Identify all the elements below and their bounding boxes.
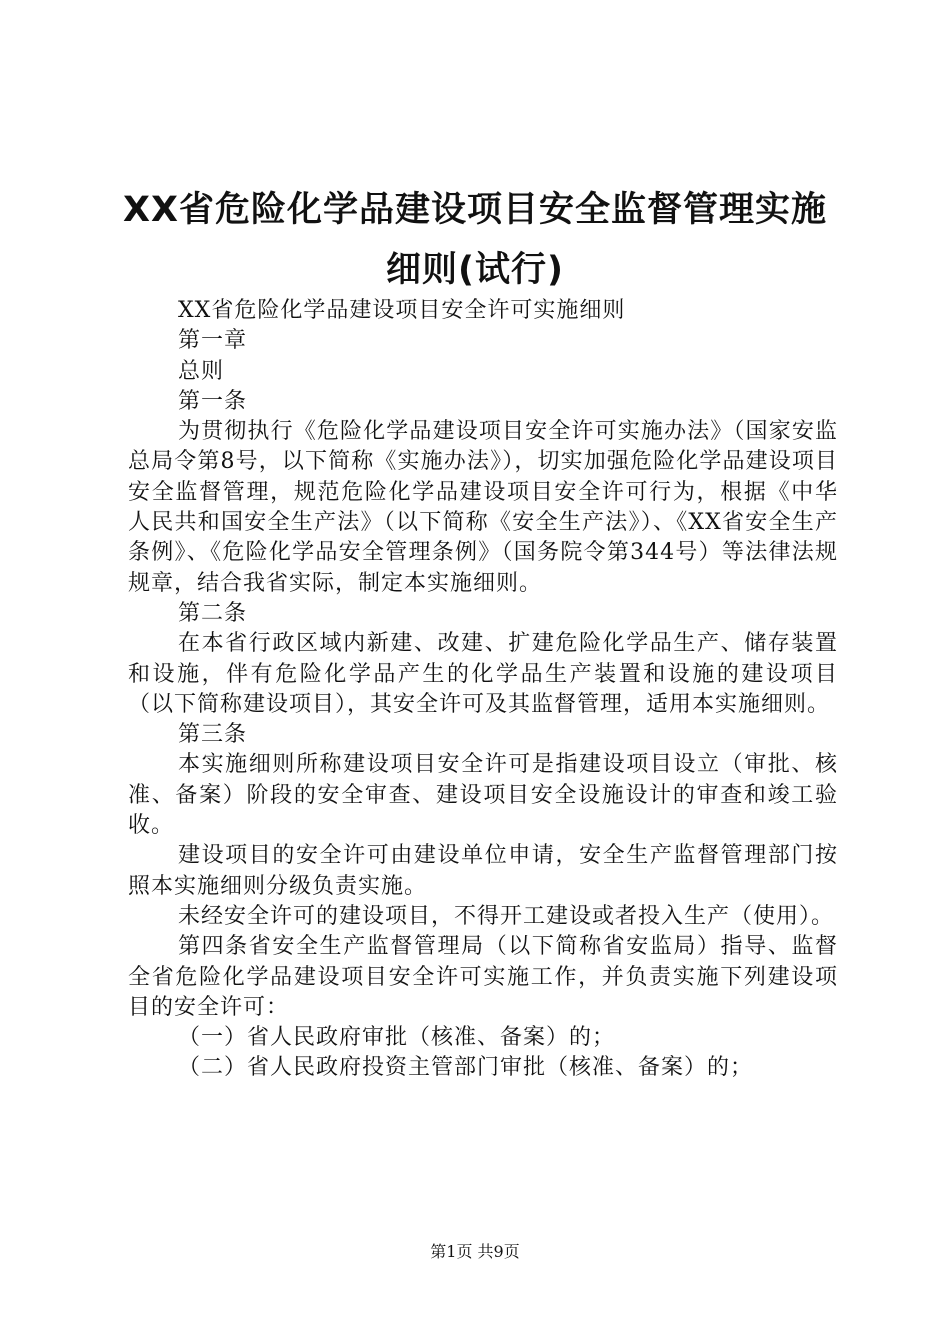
- subtitle: XX省危险化学品建设项目安全许可实施细则: [178, 298, 626, 323]
- article-3-text: 本实施细则所称建设项目安全许可是指建设项目设立（审批、核准、备案）阶段的安全审查、建设项目安全设施设计的审查和竣工验收。: [128, 752, 838, 839]
- article-1-heading: 第一条: [178, 388, 248, 414]
- document-title-line-2: 细则(试行): [386, 250, 564, 290]
- page-footer: 第1页 共9页: [430, 1242, 520, 1261]
- chapter-name: 总则: [178, 358, 225, 384]
- chapter-heading: 第一章: [178, 328, 248, 354]
- article-3-paragraph-2: 建设项目的安全许可由建设单位申请，安全生产监督管理部门按照本实施细则分级负责实施。: [128, 843, 838, 899]
- list-item-1: （一）省人民政府审批（核准、备案）的；: [178, 1025, 616, 1051]
- article-4-text: 第四条省安全生产监督管理局（以下简称省安监局）指导、监督全省危险化学品建设项目安全许可实施工作，并负责实施下列建设项目的安全许可：: [128, 934, 838, 1020]
- article-2-text: 在本省行政区域内新建、改建、扩建危险化学品生产、储存装置和设施，伴有危险化学品产生的化学品生产装置和设施的建设项目（以下简称建设项目），其安全许可及其监督管理，适用本实施细则。: [128, 631, 838, 717]
- article-1-text: 为贯彻执行《危险化学品建设项目安全许可实施办法》（国家安监总局令第8号，以下简称《实施办法》），切实加强危险化学品建设项目安全监督管理，规范危险化学品建设项目安全许可行为，根据《中华人民共和国安全生产法》（以下简称《安全生产法》）、《XX省安全生产条例》、《危险化学品安全管理条例》（国务院令第344号）等法律法规规章，结合我省实际，制定本实施细则。: [128, 419, 838, 596]
- article-3-paragraph-3: 未经安全许可的建设项目，不得开工建设或者投入生产（使用）。: [178, 903, 835, 929]
- article-2-heading: 第二条: [178, 600, 248, 626]
- document-title-line-1: XX省危险化学品建设项目安全监督管理实施: [123, 190, 827, 230]
- article-3-heading: 第三条: [178, 722, 248, 748]
- list-item-2: （二）省人民政府投资主管部门审批（核准、备案）的；: [178, 1055, 754, 1081]
- document-body: [128, 296, 838, 1084]
